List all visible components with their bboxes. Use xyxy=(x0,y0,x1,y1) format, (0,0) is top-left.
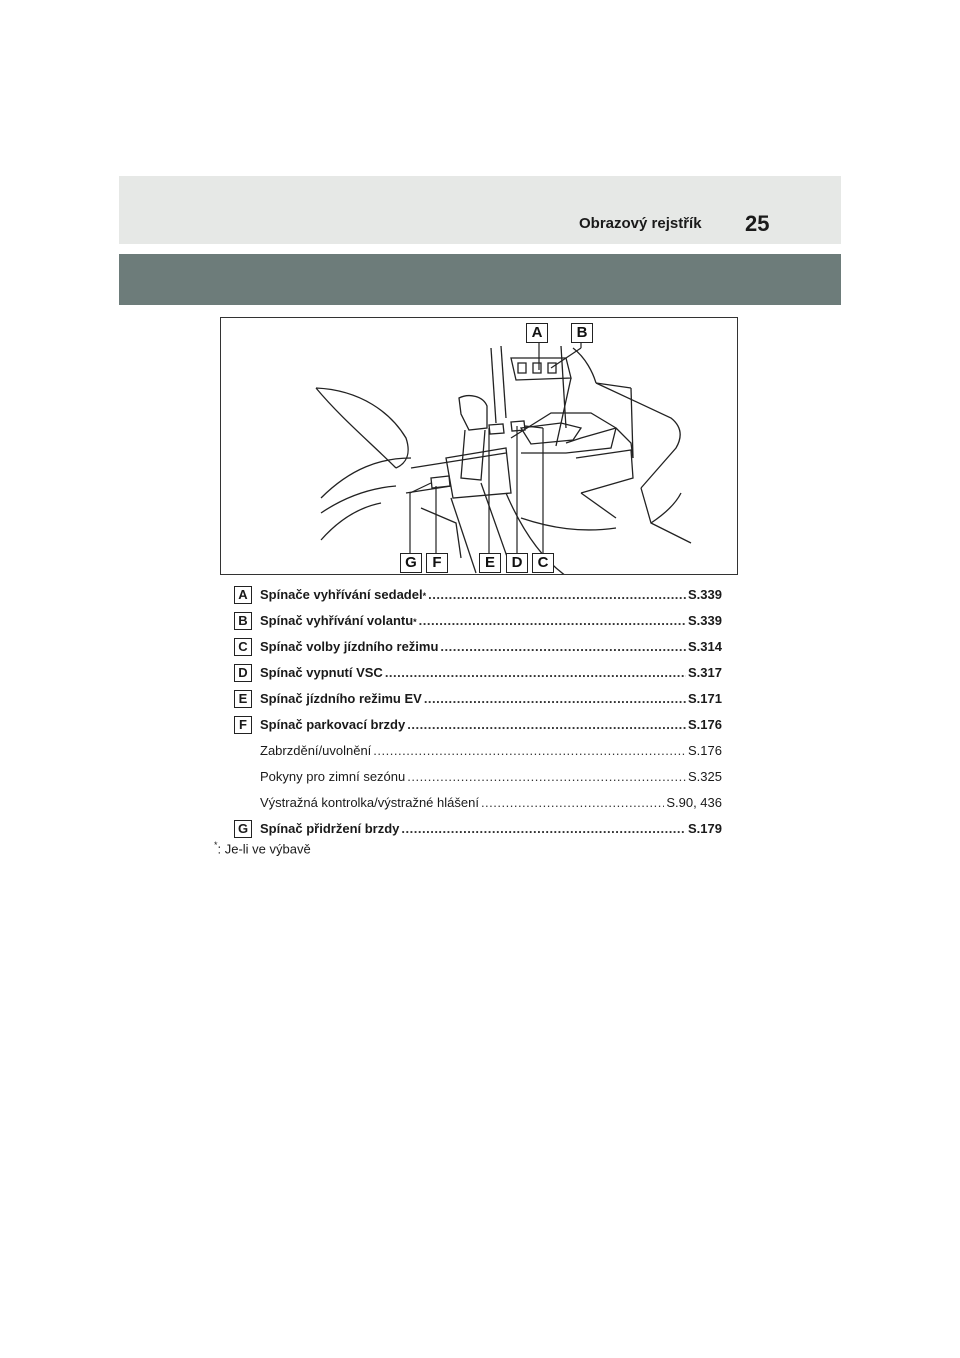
footnote xyxy=(214,840,311,856)
legend-item-e xyxy=(234,690,722,712)
leader-dots xyxy=(385,665,686,680)
console-line-drawing xyxy=(221,318,738,575)
legend-item-f xyxy=(234,716,722,738)
page-reference: S.325 xyxy=(688,769,722,784)
page-reference: S.339 xyxy=(688,587,722,602)
section-title: Obrazový rejstřík xyxy=(579,215,702,232)
legend-letter: E xyxy=(234,690,252,708)
legend-letter: D xyxy=(234,664,252,682)
legend-letter: A xyxy=(234,586,252,604)
page-reference: S.176 xyxy=(688,717,722,732)
page-reference: S.171 xyxy=(688,691,722,706)
console-illustration xyxy=(220,317,738,575)
page-reference: S.314 xyxy=(688,639,722,654)
header-band xyxy=(119,176,841,244)
page-reference: S.339 xyxy=(688,613,722,628)
callout-a: A xyxy=(526,323,548,343)
legend-subitem xyxy=(234,742,722,764)
section-tab-band xyxy=(119,254,841,305)
leader-dots xyxy=(424,691,686,706)
page-reference: S.90, 436 xyxy=(666,795,722,810)
callout-b: B xyxy=(571,323,593,343)
leader-dots xyxy=(407,769,686,784)
legend-label: Zabrzdění/uvolnění xyxy=(260,743,372,758)
legend-subitem xyxy=(234,768,722,790)
leader-dots xyxy=(428,587,686,602)
legend-label: Výstražná kontrolka/výstražné hlášení xyxy=(260,795,479,810)
callout-g: G xyxy=(400,553,422,573)
callout-d: D xyxy=(506,553,528,573)
legend-item-b: B Spínač vyhřívání volantu * ..... S.339 xyxy=(234,612,722,634)
callout-e: E xyxy=(479,553,501,573)
legend-label: Pokyny pro zimní sezónu xyxy=(260,769,406,784)
legend-item-d xyxy=(234,664,722,686)
legend-letter: B xyxy=(234,612,252,630)
legend-label: Spínač přidržení brzdy xyxy=(260,821,400,836)
legend-item-c xyxy=(234,638,722,660)
leader-dots xyxy=(401,821,686,836)
legend-item-a: A Spínače vyhřívání sedadel * ..... S.339 xyxy=(234,586,722,608)
leader-dots xyxy=(419,613,686,628)
legend-subitem xyxy=(234,794,722,816)
footnote-marker: * xyxy=(214,840,218,850)
leader-dots xyxy=(407,717,686,732)
footnote-text: : Je-li ve výbavě xyxy=(217,841,311,857)
legend-label: Spínač vyhřívání volantu xyxy=(260,613,414,628)
leader-dots xyxy=(373,743,686,758)
leader-dots xyxy=(481,795,664,810)
legend-letter: F xyxy=(234,716,252,734)
legend-label: Spínače vyhřívání sedadel xyxy=(260,587,423,602)
legend-letter: C xyxy=(234,638,252,656)
legend-item-g xyxy=(234,820,722,842)
callout-c: C xyxy=(532,553,554,573)
legend-label: Spínač vypnutí VSC xyxy=(260,665,383,680)
legend-label: Spínač parkovací brzdy xyxy=(260,717,406,732)
callout-f: F xyxy=(426,553,448,573)
legend-label: Spínač volby jízdního režimu xyxy=(260,639,439,654)
leader-dots xyxy=(440,639,686,654)
page-number: 25 xyxy=(745,211,770,236)
legend-letter: G xyxy=(234,820,252,838)
page-reference: S.176 xyxy=(688,743,722,758)
page-reference: S.179 xyxy=(688,821,722,836)
legend-label: Spínač jízdního režimu EV xyxy=(260,691,422,706)
page-reference: S.317 xyxy=(688,665,722,680)
